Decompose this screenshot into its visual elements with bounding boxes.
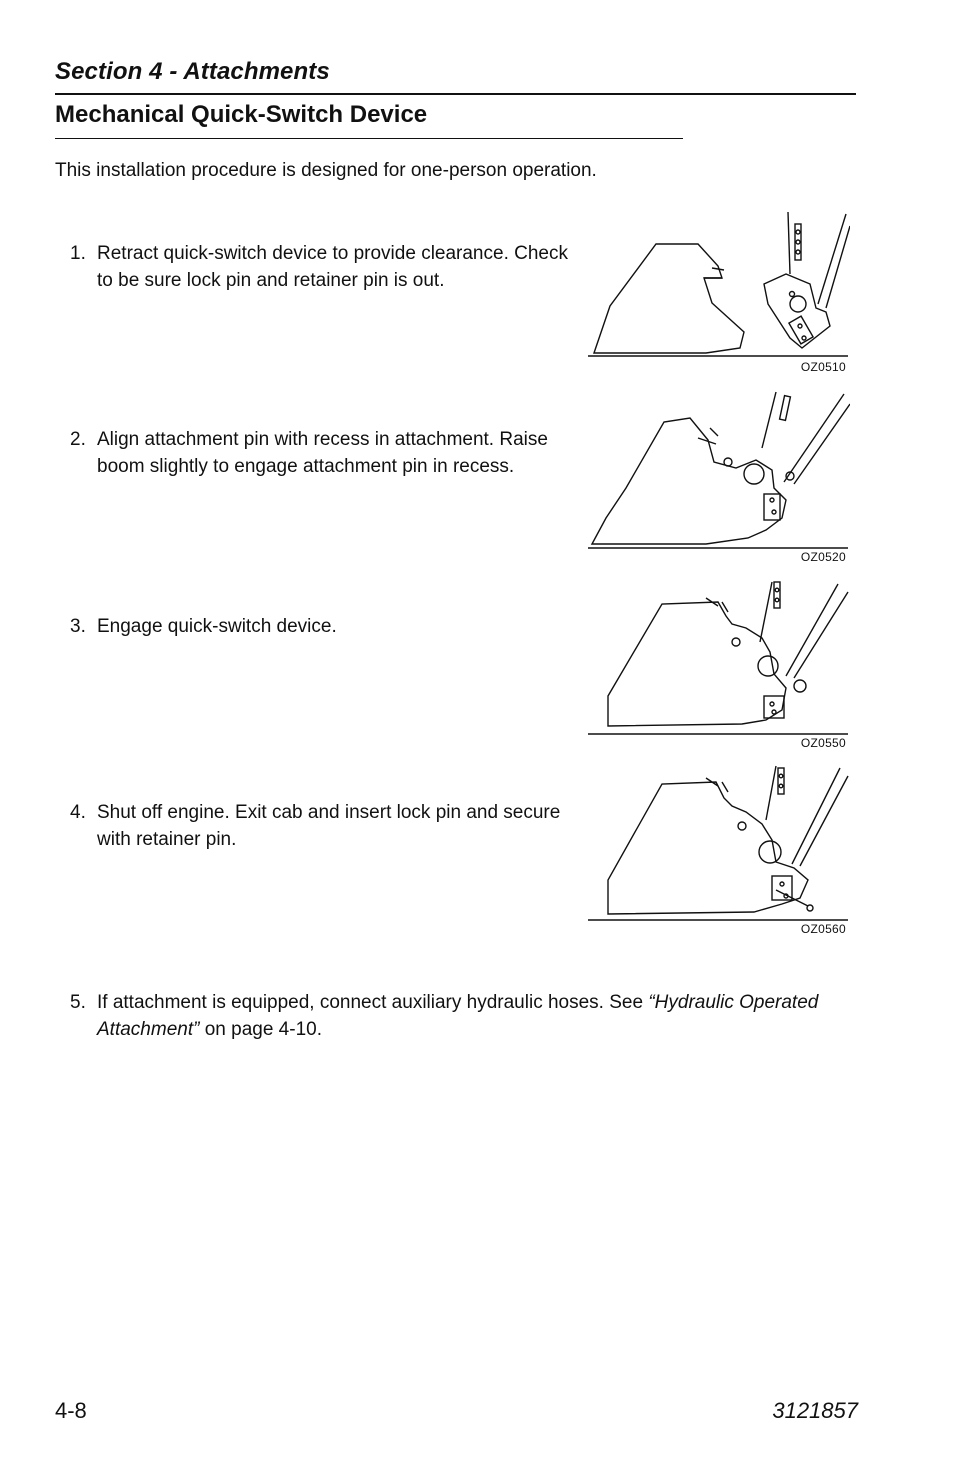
figure-code: OZ0560: [800, 922, 846, 936]
header-rule: [55, 93, 856, 95]
title-rule: [55, 138, 683, 139]
step-5: [70, 989, 850, 1043]
document-number: 3121857: [772, 1398, 858, 1423]
step-2: [70, 426, 570, 480]
step-number: 1.: [70, 243, 86, 264]
step-text: [97, 989, 850, 1043]
figure-step-3: [586, 576, 850, 754]
step-text: Shut off engine. Exit cab and insert lock pin and secure with retainer pin.: [97, 802, 561, 850]
bucket-illustration: [586, 576, 850, 736]
step-number: 3.: [70, 616, 86, 637]
step-number: 4.: [70, 802, 86, 823]
figure-step-2: [586, 388, 850, 568]
intro-paragraph: This installation procedure is designed for one-person operation.: [55, 160, 597, 181]
step-text: Retract quick-switch device to provide clearance. Check to be sure lock pin and retainer pin is out.: [97, 243, 568, 291]
figure-code: OZ0510: [800, 360, 846, 374]
page-number: 4-8: [55, 1398, 87, 1423]
cross-reference-link[interactable]: “Hydraulic Operated Attachment”: [97, 992, 819, 1040]
figure-code: OZ0550: [800, 736, 846, 750]
page-title: Mechanical Quick-Switch Device: [55, 101, 428, 128]
bucket-illustration: [586, 208, 850, 358]
section-header: Section 4 - Attachments: [55, 58, 330, 85]
figure-step-1: [586, 208, 850, 378]
figure-step-4: [586, 762, 850, 940]
step-number: 2.: [70, 429, 86, 450]
step-3: [70, 613, 570, 640]
step-4: [70, 799, 570, 853]
bucket-illustration: [586, 388, 850, 550]
bucket-illustration: [586, 762, 850, 922]
step-text: Engage quick-switch device.: [97, 616, 337, 637]
step-1: [70, 240, 570, 294]
step-text: Align attachment pin with recess in attachment. Raise boom slightly to engage attachment pin in recess.: [97, 429, 548, 477]
step-text-after: on page 4-10.: [199, 1019, 322, 1040]
figure-code: OZ0520: [800, 550, 846, 564]
step-number: 5.: [70, 992, 86, 1013]
step-text-before: If attachment is equipped, connect auxiliary hydraulic hoses. See: [97, 992, 649, 1013]
